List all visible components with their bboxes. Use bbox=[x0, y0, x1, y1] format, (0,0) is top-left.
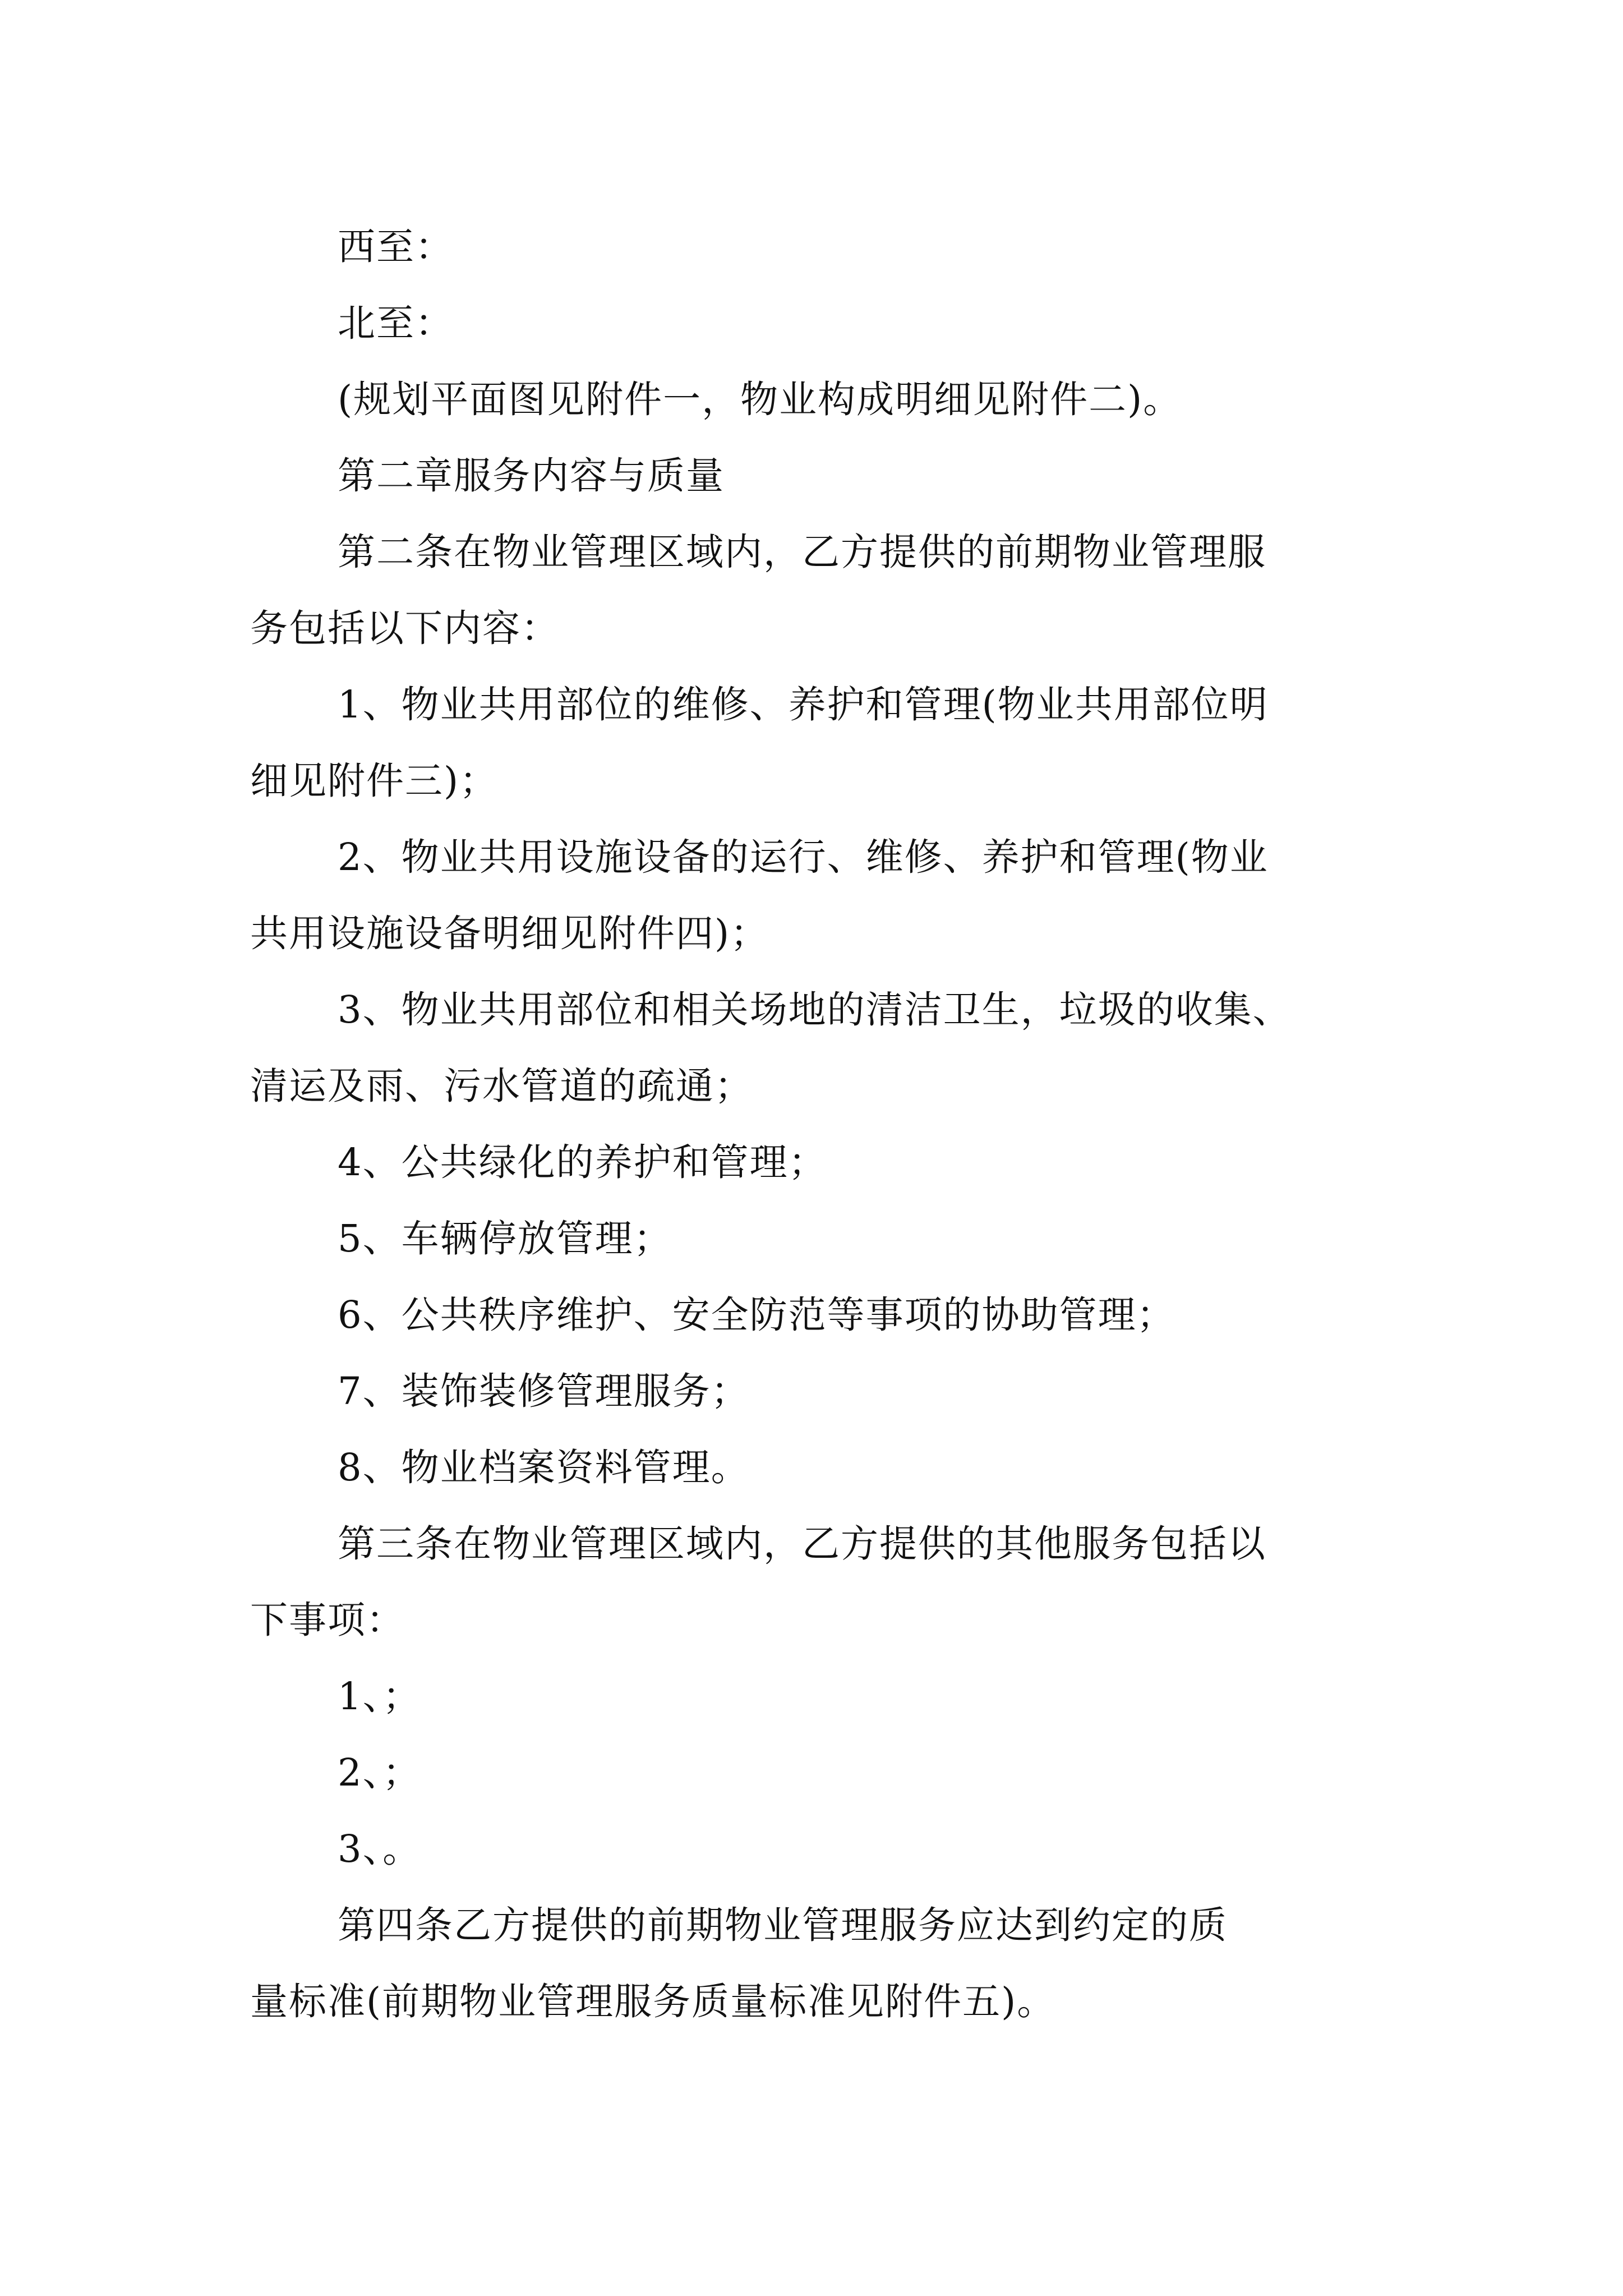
text-line: 6、公共秩序维护、安全防范等事项的协助管理； bbox=[338, 1293, 1175, 1337]
text-line: 共用设施设备明细见附件四)； bbox=[250, 912, 769, 955]
text-line: 2、物业共用设施设备的运行、维修、养护和管理(物业 bbox=[338, 835, 1269, 879]
text-line: 7、装饰装修管理服务； bbox=[338, 1369, 750, 1413]
text-line: 5、车辆停放管理； bbox=[338, 1217, 672, 1260]
document-body bbox=[250, 209, 1389, 2040]
text-line: 第三条在物业管理区域内，乙方提供的其他服务包括以 bbox=[338, 1522, 1266, 1566]
text-line: 3、物业共用部位和相关场地的清洁卫生，垃圾的收集、 bbox=[338, 988, 1292, 1032]
text-line: 清运及雨、污水管道的疏通； bbox=[250, 1064, 753, 1108]
text-line: 第二条在物业管理区域内，乙方提供的前期物业管理服 bbox=[338, 530, 1266, 574]
text-line: 量标准(前期物业管理服务质量标准见附件五)。 bbox=[250, 1980, 1056, 2023]
text-line: 3、。 bbox=[338, 1827, 422, 1871]
text-line: 8、物业档案资料管理。 bbox=[338, 1446, 750, 1489]
text-line: 细见附件三)； bbox=[250, 759, 499, 803]
text-line: (规划平面图见附件一，物业构成明细见附件二)。 bbox=[338, 378, 1182, 421]
text-line: 4、公共绿化的养护和管理； bbox=[338, 1140, 827, 1184]
text-line: 北至： bbox=[338, 301, 454, 345]
text-line: 下事项： bbox=[250, 1598, 405, 1642]
text-line: 西至： bbox=[338, 225, 454, 269]
text-line: 1、物业共用部位的维修、养护和管理(物业共用部位明 bbox=[338, 683, 1269, 726]
text-line: 1、； bbox=[338, 1674, 422, 1718]
text-line: 第四条乙方提供的前期物业管理服务应达到约定的质 bbox=[338, 1903, 1228, 1947]
text-line: 2、； bbox=[338, 1751, 422, 1795]
text-line: 务包括以下内容： bbox=[250, 606, 560, 650]
chapter-heading: 第二章服务内容与质量 bbox=[338, 454, 725, 498]
